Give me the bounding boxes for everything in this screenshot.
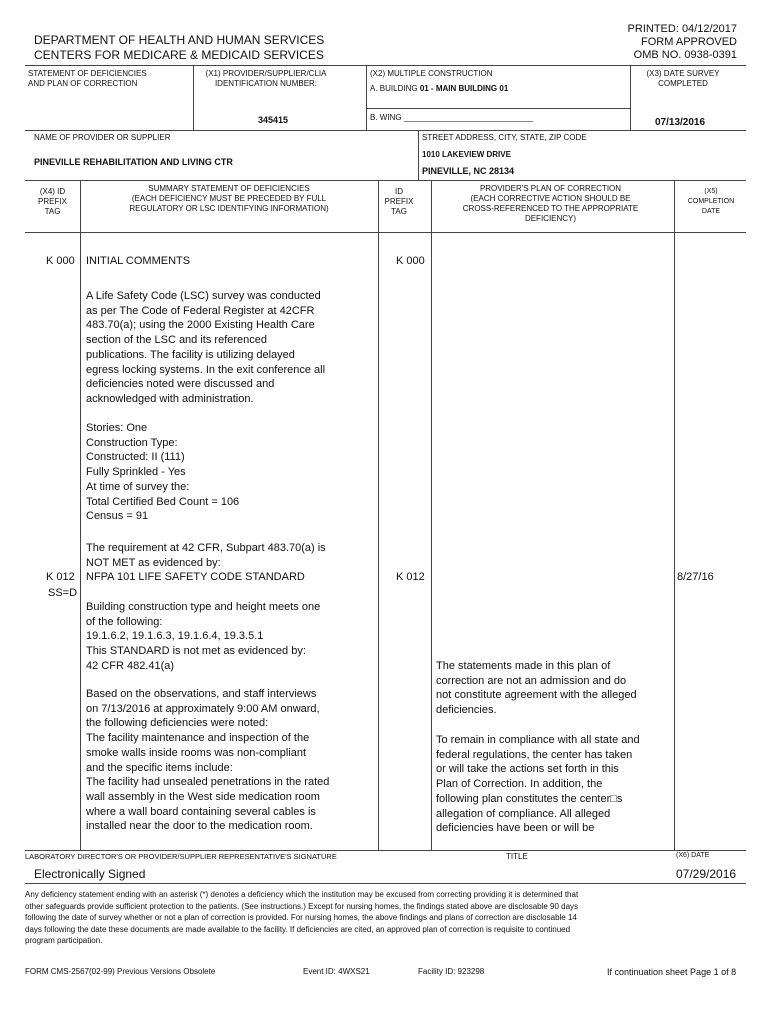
building-facts: Stories: One Construction Type: Constructed: II (111) Fully Sprinkled - Yes At time of survey the: Total Certified Bed Count = 106 Census = 91 [86, 422, 240, 523]
tag-k000-plan: K 000 [396, 255, 425, 267]
provider-id-number: 345415 [258, 115, 289, 125]
summary-column-header: SUMMARY STATEMENT OF DEFICIENCIES (EACH DEFICIENCY MUST BE PRECEDED BY FULL REGULATORY OR LSC IDENTIFYING INFORMATION) [129, 184, 329, 213]
observations-findings: Based on the observations, and staff interviews on 7/13/2016 at approximately 9:00 AM onward, the following deficiencies were noted: The facility maintenance and inspection of the smoke walls inside rooms was non-compliant and the specific items include: The facility had unsealed penetrations in the rated wall assembly in the West side medication room where a wall board containing several cables is installed near the door to the medication room. [86, 688, 330, 833]
nfpa-standard: NFPA 101 LIFE SAFETY CODE STANDARD [86, 571, 305, 583]
street-address: 1010 LAKEVIEW DRIVE [422, 150, 511, 159]
signature-date: 07/29/2016 [676, 867, 737, 881]
x4-column-header: (X4) ID PREFIX TAG [38, 187, 67, 216]
title-label: TITLE [506, 852, 528, 861]
event-id: Event ID: 4WXS21 [303, 967, 370, 976]
x5-column-header: (X5) COMPLETION DATE [687, 188, 735, 215]
building-value: 01 - MAIN BUILDING 01 [419, 84, 509, 93]
initial-comments-heading: INITIAL COMMENTS [86, 255, 191, 267]
provider-name: PINEVILLE REHABILITATION AND LIVING CTR [34, 157, 233, 167]
provider-name-label: NAME OF PROVIDER OR SUPPLIER [34, 133, 171, 142]
form-approval-block [628, 23, 737, 62]
tag-k012: K 012 [46, 571, 75, 583]
wing-line: B. WING _____________________________ [370, 113, 533, 122]
agency-line: CENTERS FOR MEDICARE & MEDICAID SERVICES [34, 48, 324, 62]
department-heading [34, 33, 324, 63]
building-label: A. BUILDING [370, 84, 418, 93]
form-number: FORM CMS-2567(02-99) Previous Versions Obsolete [25, 967, 216, 976]
requirement-statement: The requirement at 42 CFR, Subpart 483.70(a) is NOT MET as evidenced by: [86, 542, 326, 569]
signature-date-label: (X6) DATE [676, 852, 710, 859]
statement-label: STATEMENT OF DEFICIENCIES AND PLAN OF CORRECTION [28, 69, 147, 88]
city-state-zip: PINEVILLE, NC 28134 [422, 166, 515, 176]
date-survey-value: 07/13/2016 [655, 117, 706, 128]
id-column-header: ID PREFIX TAG [384, 187, 414, 216]
scope-severity: SS=D [48, 587, 78, 599]
provider-id-label: (X1) PROVIDER/SUPPLIER/CLIA IDENTIFICATION NUMBER: [205, 69, 327, 88]
building-line [370, 84, 508, 94]
survey-description: A Life Safety Code (LSC) survey was conducted as per The Code of Federal Register at 42CFR 483.70(a); using the 2000 Existing Health Care section of the LSC and its referenced publications. The facility is utilizing delayed egress locking systems. In the exit conference all deficiencies noted were discussed and acknowledged with administration. [86, 290, 326, 405]
construction-requirement: Building construction type and height meets one of the following: 19.1.6.2, 19.1.6.3, 19.1.6.4, 19.3.5.1 This STANDARD is not met as evidenced by: 42 CFR 482.41(a) [86, 601, 321, 672]
tag-k012-plan: K 012 [396, 571, 425, 583]
plan-column-header: PROVIDER'S PLAN OF CORRECTION (EACH CORRECTIVE ACTION SHOULD BE CROSS-REFERENCED TO THE APPROPRIATE DEFICIENCY) [462, 184, 639, 223]
disclaimer-text: Any deficiency statement ending with an asterisk (*) denotes a deficiency which the institution may be excused from correcting providing it is determined that other safeguards provide sufficient protection to the patients. (See instructions.) Except for nursing homes, the findings stated above are disclosable 90 days following the date of survey whether or not a plan of correction is provided. For nursing homes, the above findings and plans of correction are disclosable 14 days following the date these documents are made available to the facility. If deficiencies are cited, an approved plan of correction is requisite to continued program participation. [25, 890, 579, 945]
tag-k000: K 000 [46, 255, 75, 267]
plan-compliance: To remain in compliance with all state and federal regulations, the center has taken or will take the actions set forth in this Plan of Correction. In addition, the following plan constitutes the center□s allegation of compliance. All alleged deficiencies have been or will be [436, 734, 640, 835]
facility-id: Facility ID: 923298 [418, 967, 485, 976]
omb-number: OMB NO. 0938-0391 [633, 49, 737, 61]
signature-label: LABORATORY DIRECTOR'S OR PROVIDER/SUPPLIER REPRESENTATIVE'S SIGNATURE [25, 852, 337, 861]
page-indicator: If continuation sheet Page 1 of 8 [607, 967, 737, 977]
completion-date: 8/27/16 [677, 571, 714, 583]
form-approved-label: FORM APPROVED [641, 36, 737, 48]
plan-disclaimer: The statements made in this plan of correction are not an admission and do not constitute agreement with the alleged deficiencies. [436, 660, 637, 717]
department-line: DEPARTMENT OF HEALTH AND HUMAN SERVICES [34, 33, 325, 47]
printed-date: PRINTED: 04/12/2017 [627, 23, 737, 35]
multiple-construction-label: (X2) MULTIPLE CONSTRUCTION [370, 69, 493, 78]
electronic-signature: Electronically Signed [34, 867, 146, 881]
address-label: STREET ADDRESS, CITY, STATE, ZIP CODE [422, 133, 587, 142]
date-survey-label: (X3) DATE SURVEY COMPLETED [646, 69, 720, 88]
